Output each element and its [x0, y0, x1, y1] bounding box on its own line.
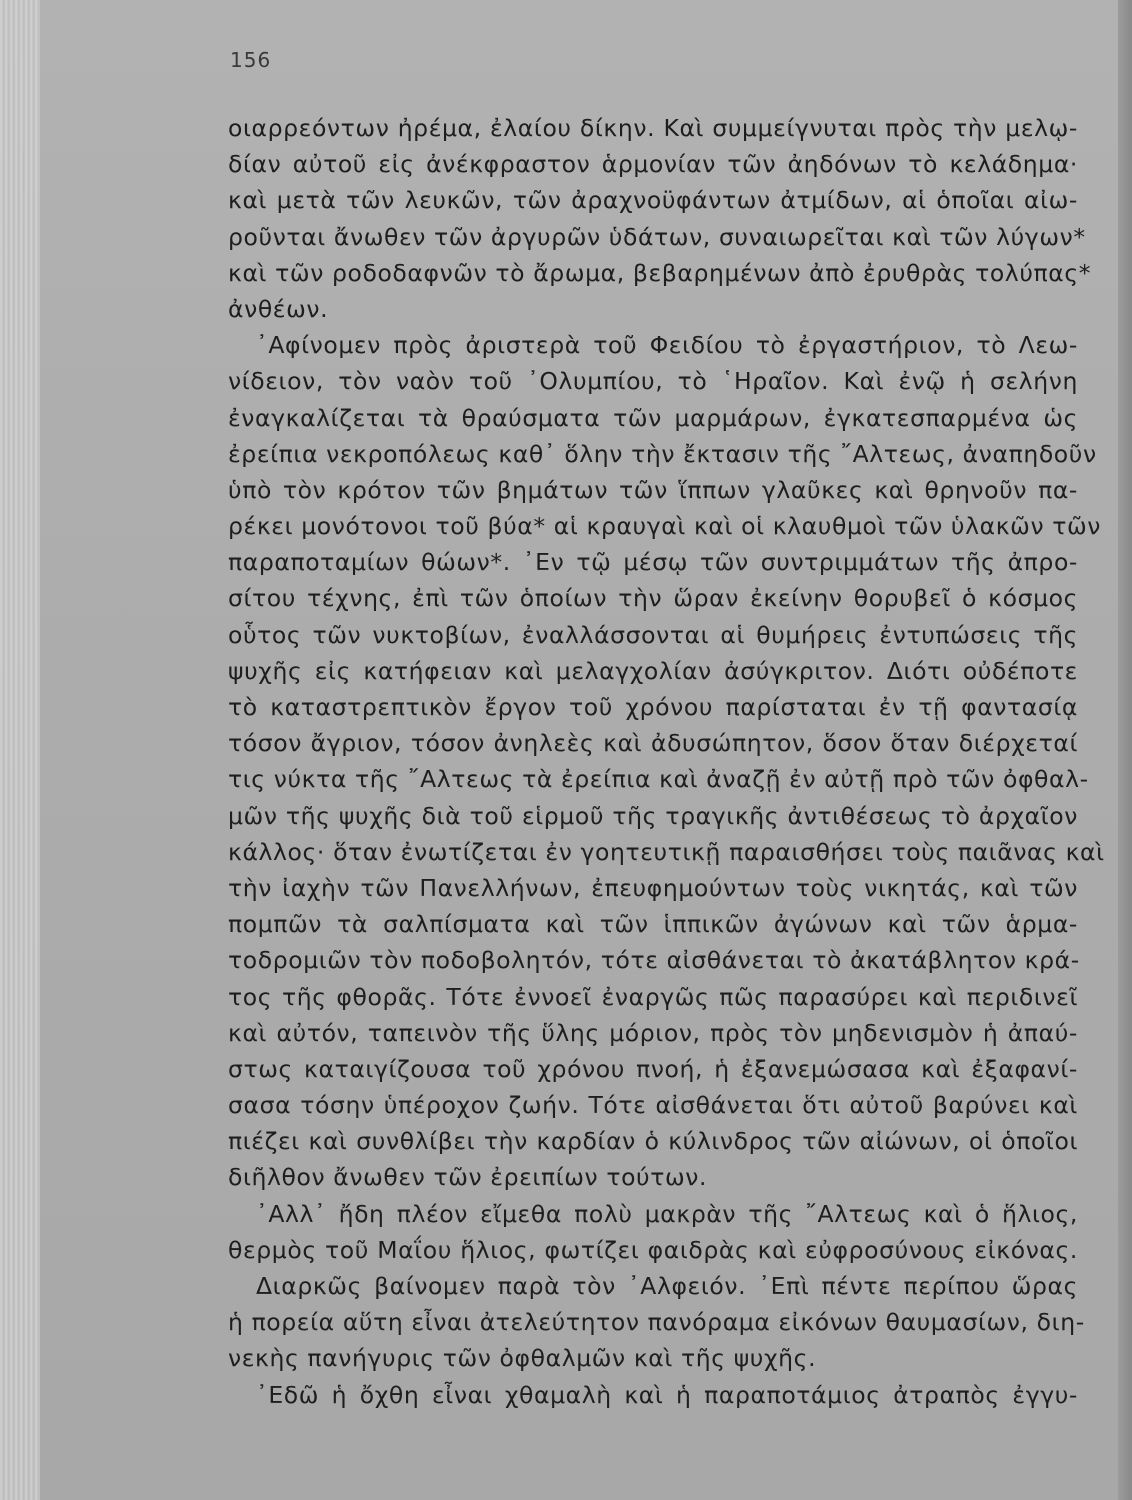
text-line: ἀνθέων. [228, 294, 329, 323]
text-line: καὶ αὐτόν, ταπεινὸν τῆς ὕλης μόριον, πρὸς τὸν μηδενισμὸν ἡ ἀπαύ- [228, 1018, 1078, 1047]
text-line: ᾿Εδῶ ἡ ὄχθη εἶναι χθαμαλὴ καὶ ἡ παραποτάμιος ἀτραπὸς ἐγγυ- [256, 1380, 1078, 1409]
text-line: τος τῆς φθορᾶς. Τότε ἐννοεῖ ἐναργῶς πῶς παρασύρει καὶ περιδινεῖ [228, 982, 1078, 1011]
text-line: σασα τόσην ὑπέροχον ζωήν. Τότε αἰσθάνεται ὅτι αὐτοῦ βαρύνει καὶ [228, 1091, 1078, 1120]
text-line: οιαρρεόντων ἠρέμα, ἐλαίου δίκην. Καὶ συμμείγνυται πρὸς τὴν μελῳ- [228, 114, 1078, 142]
text-line: ἡ πορεία αὕτη εἶναι ἀτελεύτητον πανόραμα εἰκόνων θαυμασίων, διη- [228, 1308, 1085, 1337]
text-line: στως καταιγίζουσα τοῦ χρόνου πνοή, ἡ ἐξανεμώσασα καὶ ἐξαφανί- [228, 1054, 1078, 1083]
text-line: νεκὴς πανήγυρις τῶν ὀφθαλμῶν καὶ τῆς ψυχῆς. [228, 1344, 817, 1373]
text-line: ροῦνται ἄνωθεν τῶν ἀργυρῶν ὑδάτων, συναιωρεῖται καὶ τῶν λύγων* [228, 222, 1086, 251]
text-line: ᾿Αλλ᾿ ἤδη πλέον εἴμεθα πολὺ μακρὰν τῆς ῎Αλτεως καὶ ὁ ἥλιος, [256, 1199, 1078, 1228]
text-line: νίδειον, τὸν ναὸν τοῦ ᾿Ολυμπίου, τὸ ῾Ηραῖον. Καὶ ἐνῷ ἡ σελήνη [228, 367, 1078, 396]
text-line: ὑπὸ τὸν κρότον τῶν βημάτων τῶν ἵππων γλαῦκες καὶ θρηνοῦν πα- [228, 475, 1078, 504]
text-line: πομπῶν τὰ σαλπίσματα καὶ τῶν ἱππικῶν ἀγώνων καὶ τῶν ἁρμα- [228, 910, 1078, 939]
text-line: θερμὸς τοῦ Μαΐου ἥλιος, φωτίζει φαιδρὰς καὶ εὐφροσύνους εἰκόνας. [228, 1235, 1078, 1264]
text-line: ἐναγκαλίζεται τὰ θραύσματα τῶν μαρμάρων, ἐγκατεσπαρμένα ὡς [228, 403, 1078, 432]
page-edge-right [1118, 0, 1132, 1500]
text-line: τὴν ἰαχὴν τῶν Πανελλήνων, ἐπευφημούντων τοὺς νικητάς, καὶ τῶν [228, 873, 1078, 902]
text-line: δίαν αὐτοῦ εἰς ἀνέκφραστον ἁρμονίαν τῶν ἀηδόνων τὸ κελάδημα· [228, 150, 1078, 179]
text-line: καὶ μετὰ τῶν λευκῶν, τῶν ἀραχνοϋφάντων ἀτμίδων, αἱ ὁποῖαι αἰω- [228, 186, 1078, 215]
text-line: τόσον ἄγριον, τόσον ἀνηλεὲς καὶ ἀδυσώπητον, ὅσον ὅταν διέρχεταί [228, 729, 1078, 758]
text-line: ψυχῆς εἰς κατήφειαν καὶ μελαγχολίαν ἀσύγκριτον. Διότι οὐδέποτε [228, 656, 1078, 685]
text-line: διῆλθον ἄνωθεν τῶν ἐρειπίων τούτων. [228, 1163, 708, 1192]
text-line: ἐρείπια νεκροπόλεως καθ᾿ ὅλην τὴν ἔκτασιν τῆς ῎Αλτεως, ἀναπηδοῦν [228, 439, 1097, 468]
text-line: Διαρκῶς βαίνομεν παρὰ τὸν ᾿Αλφειόν. ᾿Επὶ πέντε περίπου ὥρας [256, 1272, 1078, 1300]
page-edge-left [0, 0, 40, 1500]
text-line: μῶν τῆς ψυχῆς διὰ τοῦ εἱρμοῦ τῆς τραγικῆς ἀντιθέσεως τὸ ἀρχαῖον [228, 801, 1078, 830]
text-line: τοδρομιῶν τὸν ποδοβολητόν, τότε αἰσθάνεται τὸ ἀκατάβλητον κρά- [228, 946, 1080, 975]
text-line: σίτου τέχνης, ἐπὶ τῶν ὁποίων τὴν ὥραν ἐκείνην θορυβεῖ ὁ κόσμος [228, 584, 1078, 613]
text-line: κάλλος· ὅταν ἐνωτίζεται ἐν γοητευτικῇ παραισθήσει τοὺς παιᾶνας καὶ [228, 837, 1105, 866]
text-line: πιέζει καὶ συνθλίβει τὴν καρδίαν ὁ κύλινδρος τῶν αἰώνων, οἱ ὁποῖοι [228, 1127, 1078, 1156]
text-line: τὸ καταστρεπτικὸν ἔργον τοῦ χρόνου παρίσταται ἐν τῇ φαντασίᾳ [228, 693, 1078, 721]
text-line: καὶ τῶν ροδοδαφνῶν τὸ ἄρωμα, βεβαρημένων ἀπὸ ἐρυθρὰς τολύπας* [228, 258, 1092, 287]
page-number: 156 [230, 48, 272, 72]
body-text [228, 110, 1105, 1413]
text-line: ᾿Αφίνομεν πρὸς ἀριστερὰ τοῦ Φειδίου τὸ ἐργαστήριον, τὸ Λεω- [256, 331, 1078, 360]
text-line: οὗτος τῶν νυκτοβίων, ἐναλλάσσονται αἱ θυμήρεις ἐντυπώσεις τῆς [228, 620, 1078, 649]
text-line: τις νύκτα τῆς ῎Αλτεως τὰ ἐρείπια καὶ ἀναζῇ ἐν αὐτῇ πρὸ τῶν ὀφθαλ- [228, 765, 1089, 794]
text-line: παραποταμίων θώων*. ᾿Εν τῷ μέσῳ τῶν συντριμμάτων τῆς ἀπρο- [228, 548, 1078, 577]
text-line: ρέκει μονότονοι τοῦ βύα* αἱ κραυγαὶ καὶ οἱ κλαυθμοὶ τῶν ὑλακῶν τῶν [228, 512, 1102, 541]
